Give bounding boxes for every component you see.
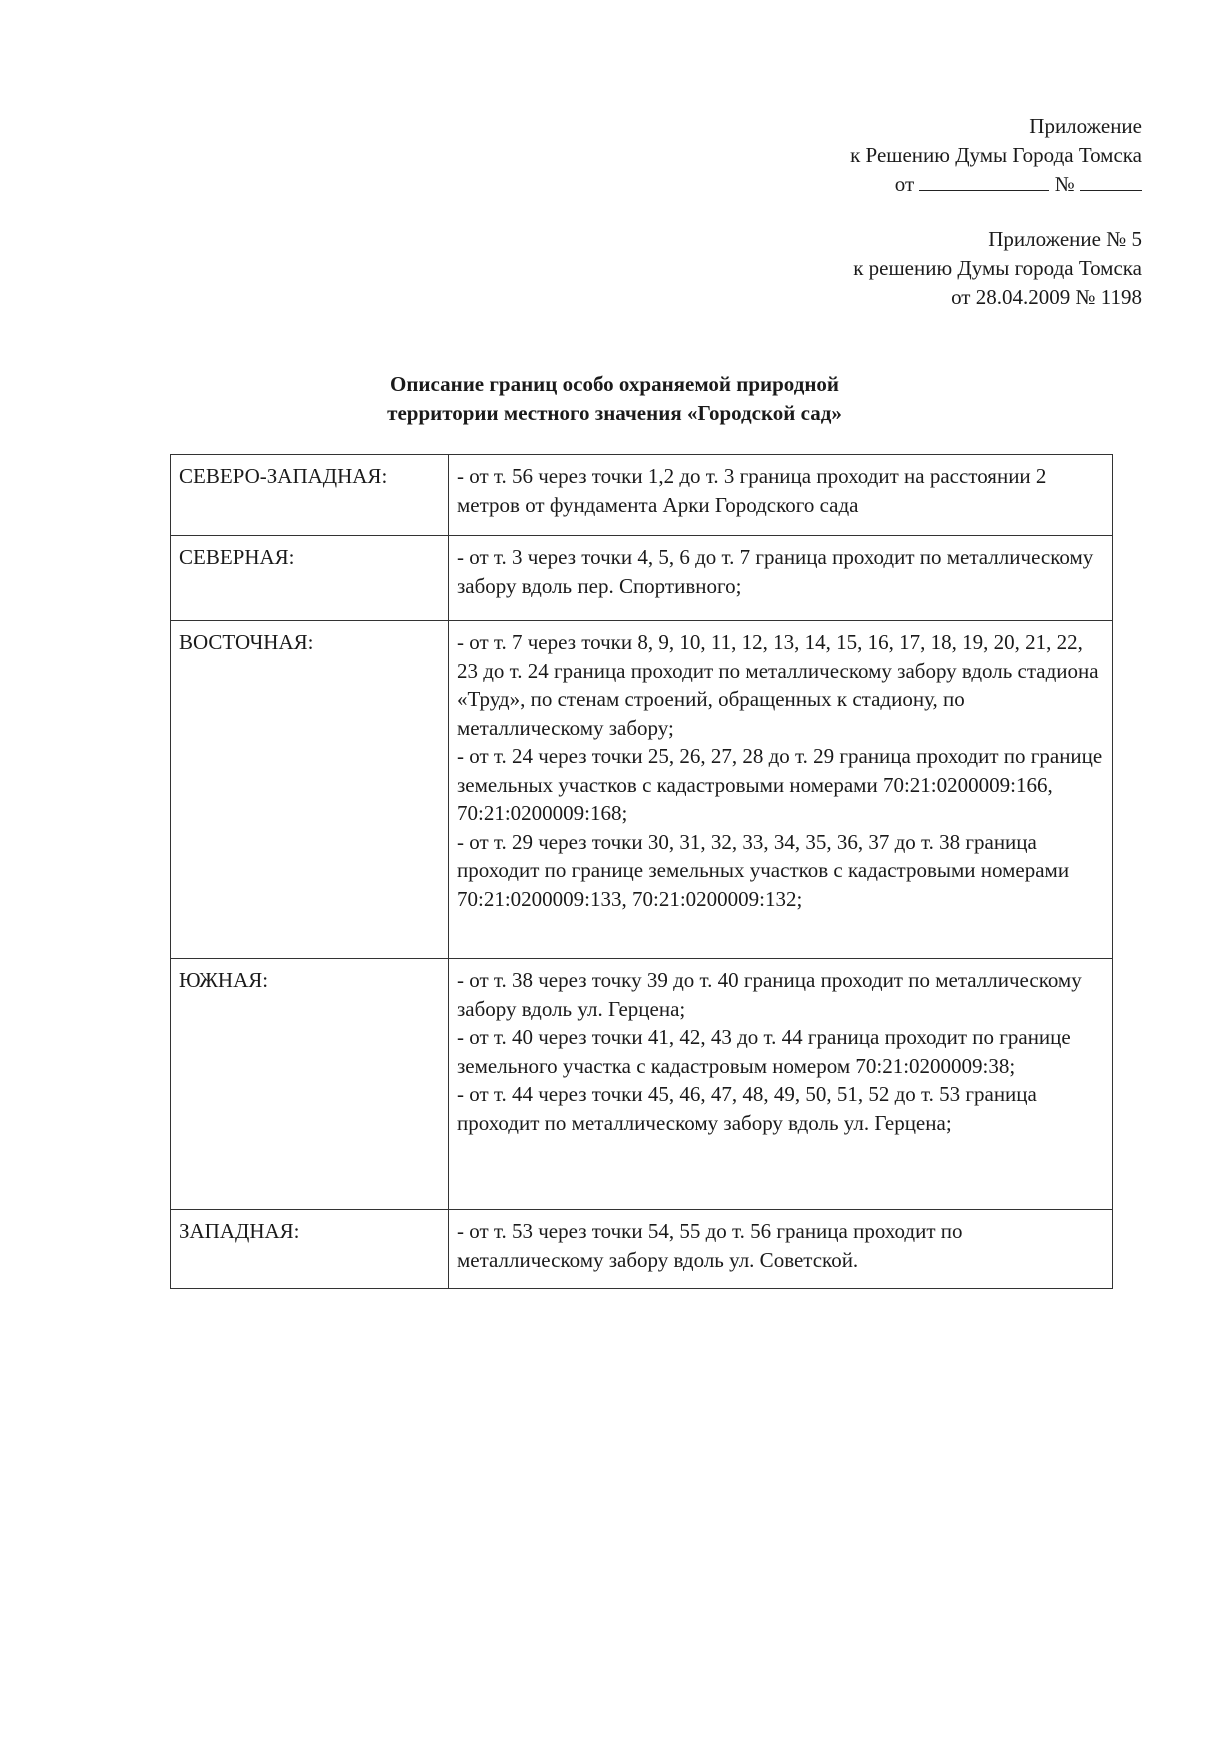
boundary-description (449, 621, 1113, 959)
boundary-description (449, 536, 1113, 621)
description-paragraph: - от т. 44 через точки 45, 46, 47, 48, 49, 50, 51, 52 до т. 53 граница проходит по металлическому забору вдоль ул. Герцена; (457, 1082, 1037, 1135)
date-blank (919, 172, 1049, 191)
boundary-side: ЮЖНАЯ: (171, 959, 449, 1210)
header-line: от 28.04.2009 № 1198 (951, 285, 1142, 309)
header-line: к Решению Думы Города Томска (850, 143, 1142, 167)
header-line: Приложение (1029, 114, 1142, 138)
description-paragraph: - от т. 53 через точки 54, 55 до т. 56 граница проходит по металлическому забору вдоль ул. Советской. (457, 1219, 963, 1272)
header-old-decision (853, 225, 1142, 312)
description-paragraph: - от т. 38 через точку 39 до т. 40 граница проходит по металлическому забору вдоль ул. Герцена; (457, 968, 1082, 1021)
table-row (171, 455, 1113, 536)
description-paragraph: - от т. 29 через точки 30, 31, 32, 33, 34, 35, 36, 37 до т. 38 граница проходит по границе земельных участков с кадастровыми номерами 70:21:0200009:133, 70:21:0200009:132; (457, 829, 1070, 911)
boundary-side: СЕВЕРНАЯ: (171, 536, 449, 621)
table-row (171, 1210, 1113, 1289)
number-sign: № (1054, 172, 1075, 196)
table-row (171, 536, 1113, 621)
boundary-side: ВОСТОЧНАЯ: (171, 621, 449, 959)
description-paragraph: - от т. 24 через точки 25, 26, 27, 28 до т. 29 граница проходит по границе земельных участков с кадастровыми номерами 70:21:0200009:166, 70:21:0200009:168; (457, 744, 1103, 825)
boundary-description (449, 455, 1113, 536)
description-paragraph: - от т. 56 через точки 1,2 до т. 3 граница проходит на расстоянии 2 метров от фундамента Арки Городского сада (457, 464, 1047, 517)
header-line: к решению Думы города Томска (853, 256, 1142, 280)
table-row (171, 621, 1113, 959)
boundary-side: ЗАПАДНАЯ: (171, 1210, 449, 1289)
title-line: территории местного значения «Городской сад» (387, 401, 842, 425)
boundary-description (449, 1210, 1113, 1289)
title-line: Описание границ особо охраняемой природной (389, 372, 840, 396)
description-paragraph: - от т. 3 через точки 4, 5, 6 до т. 7 граница проходит по металлическому забору вдоль пер. Спортивного; (457, 545, 1094, 598)
boundaries-table (170, 454, 1113, 1289)
table-row (171, 959, 1113, 1210)
header-date-number-line (850, 170, 1142, 199)
header-new-decision (850, 112, 1142, 199)
description-paragraph: - от т. 7 через точки 8, 9, 10, 11, 12, 13, 14, 15, 16, 17, 18, 19, 20, 21, 22, 23 до т. 24 граница проходит по металлическому забору вдоль стадиона «Труд», по стенам строений, обращенных к стадиону, по металлическому забору; (457, 630, 1099, 740)
description-paragraph: - от т. 40 через точки 41, 42, 43 до т. 44 граница проходит по границе земельного участка с кадастровым номером 70:21:0200009:38; (457, 1025, 1071, 1078)
date-prefix: от (894, 172, 915, 196)
boundary-description (449, 959, 1113, 1210)
document-title (0, 370, 1229, 428)
number-blank (1080, 172, 1142, 191)
header-line: Приложение № 5 (988, 227, 1142, 251)
boundary-side: СЕВЕРО-ЗАПАДНАЯ: (171, 455, 449, 536)
